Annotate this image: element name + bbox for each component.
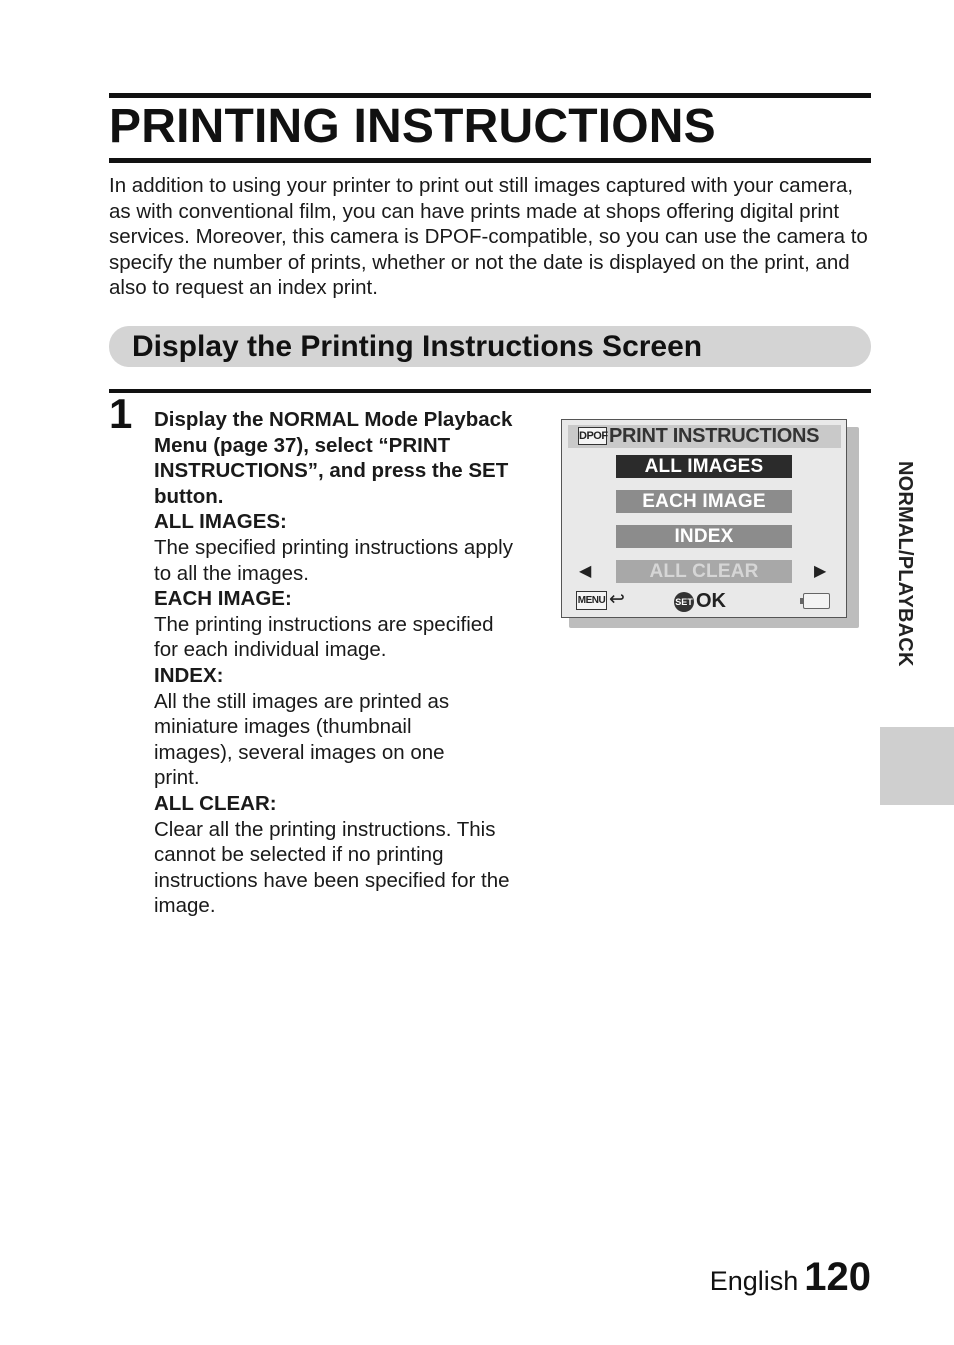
item-term: ALL IMAGES: [154,510,287,534]
side-tab-label: NORMAL/PLAYBACK [894,461,916,667]
battery-icon [803,593,830,609]
side-tab-marker [880,727,954,805]
screen-title: PRINT INSTRUCTIONS [609,425,820,447]
item-description: Clear all the printing instructions. This cannot be selected if no printing instructions have been specified for the image. [154,817,510,918]
menu-icon: MENU [576,591,607,610]
top-rule [109,93,871,98]
step-body [154,407,544,919]
item-description: The printing instructions are specified for each individual image. [154,612,494,662]
left-arrow-icon: ◀ [579,563,592,580]
step-rule [109,389,871,393]
step-instruction: Display the NORMAL Mode Playback Menu (page 37), select “PRINT INSTRUCTIONS”, and press the SET button. [154,408,513,508]
item-description: All the still images are printed as miniature images (thumbnail images), several images on one print. [154,689,450,790]
set-icon: SET [674,592,694,612]
camera-screen [561,419,847,618]
footer-language: English [709,1266,799,1296]
item-term: ALL CLEAR: [154,791,277,815]
right-arrow-icon: ▶ [814,563,827,580]
section-title: Display the Printing Instructions Screen [132,330,703,363]
item-description: The specified printing instructions apply to all the images. [154,535,513,585]
side-tab [894,461,914,721]
step-number: 1 [109,390,133,437]
option-all-clear[interactable]: ALL CLEAR [616,560,792,583]
page-number: 120 [804,1255,871,1299]
option-each-image[interactable]: EACH IMAGE [616,490,792,513]
page-footer [710,1255,871,1300]
back-icon: ↩ [609,589,625,610]
item-term: EACH IMAGE: [154,587,292,611]
option-index[interactable]: INDEX [616,525,792,548]
title-rule [109,158,871,163]
screen-header [568,425,841,448]
page-title: PRINTING INSTRUCTIONS [109,100,716,153]
ok-label: OK [696,590,726,612]
dpof-icon: DPOF [578,427,607,445]
intro-paragraph: In addition to using your printer to print out still images captured with your camera, as with conventional film, you can have prints made at shops offering digital print services. Moreover, this camera is DPOF-compatible, so you can use the camera to specify the number of prints, whether or not the date is displayed on the print, and also to request an index print. [109,174,868,300]
item-term: INDEX: [154,663,224,687]
section-header [109,326,871,367]
option-all-images[interactable]: ALL IMAGES [616,455,792,478]
